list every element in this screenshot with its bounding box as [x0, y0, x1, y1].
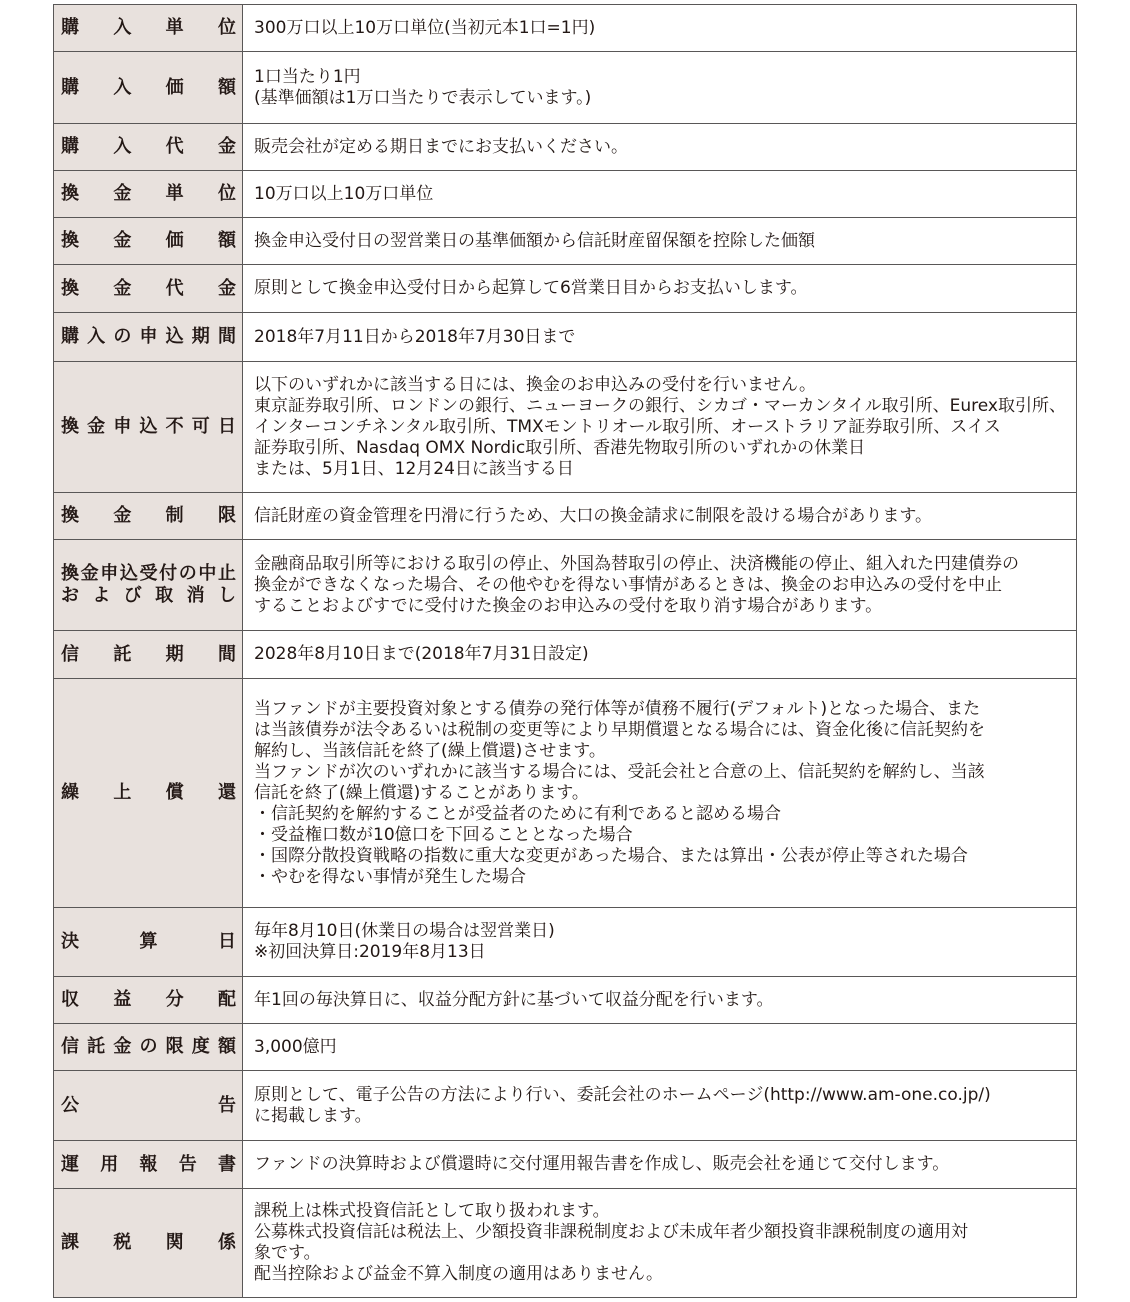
- label-char: 日: [217, 416, 236, 437]
- label-line: [61, 278, 236, 300]
- row-value: [243, 493, 1077, 540]
- table-row: [54, 5, 1077, 52]
- value-line: 換金ができなくなった場合、その他やむを得ない事情があるときは、換金のお申込みの受付を中止: [254, 574, 1002, 595]
- label-line: [61, 563, 236, 585]
- label-line: [61, 1232, 236, 1254]
- value-line: 10万口以上10万口単位: [254, 183, 434, 204]
- value-line: 販売会社が定める期日までにお支払いください。: [254, 136, 628, 157]
- row-value: [243, 679, 1077, 908]
- label-char: 金: [113, 230, 132, 251]
- label-char: 込: [165, 326, 184, 347]
- label-char: 決: [61, 931, 79, 952]
- label-char: の: [178, 563, 197, 584]
- label-char: 関: [165, 1232, 184, 1253]
- table-row: [54, 52, 1077, 124]
- label-char: 購: [61, 136, 79, 157]
- value-line: 毎年8月10日(休業日の場合は翌営業日): [254, 921, 555, 941]
- table-row: [54, 540, 1077, 631]
- label-char: 間: [217, 326, 236, 347]
- label-char: 告: [178, 1153, 197, 1175]
- table-row: [54, 679, 1077, 908]
- value-line: することおよびすでに受付けた換金のお申込みの受付を取り消す場合があります。: [254, 595, 883, 616]
- value-line: 2028年8月10日まで(2018年7月31日設定): [254, 644, 589, 664]
- label-char: の: [139, 1036, 158, 1057]
- table-row: [54, 218, 1077, 265]
- row-value: [243, 52, 1077, 124]
- row-label: [54, 313, 243, 362]
- label-char: 入: [113, 17, 132, 38]
- label-char: 期: [165, 643, 184, 665]
- value-line: に掲載します。: [254, 1105, 372, 1126]
- label-char: 額: [217, 1036, 236, 1057]
- row-value: [243, 1071, 1077, 1141]
- row-label: [54, 124, 243, 171]
- label-char: 額: [217, 76, 236, 98]
- label-char: び: [123, 585, 142, 606]
- value-line: ※初回決算日:2019年8月13日: [254, 942, 486, 962]
- value-line: 当ファンドが次のいずれかに該当する場合には、受託会社と合意の上、信託契約を解約し、当該: [254, 761, 985, 782]
- label-line: [61, 1154, 236, 1176]
- label-char: 可: [191, 416, 210, 437]
- label-char: 止: [218, 563, 236, 584]
- table-row: [54, 1024, 1077, 1071]
- table-row: [54, 313, 1077, 362]
- label-char: 限: [217, 505, 236, 526]
- label-char: 額: [217, 230, 236, 251]
- label-char: 繰: [61, 782, 79, 803]
- row-label: [54, 908, 243, 977]
- row-value: [243, 1024, 1077, 1071]
- value-line: 課税上は株式投資信託として取り扱われます。: [254, 1201, 610, 1221]
- row-label: [54, 493, 243, 540]
- table-row: [54, 631, 1077, 679]
- fund-info-table: [53, 4, 1077, 1298]
- label-char: 換: [61, 277, 79, 299]
- label-char: 税: [113, 1232, 132, 1253]
- row-label: [54, 52, 243, 124]
- label-char: の: [113, 326, 132, 347]
- fund-info-body: [54, 5, 1077, 1298]
- label-line: [61, 183, 236, 205]
- row-value: [243, 908, 1077, 977]
- label-char: 還: [217, 782, 236, 803]
- label-char: 入: [113, 136, 132, 157]
- row-value: [243, 124, 1077, 171]
- row-value: [243, 5, 1077, 52]
- label-char: 用: [100, 1153, 119, 1175]
- label-line: [61, 782, 236, 804]
- label-char: 受: [139, 563, 158, 584]
- table-row: [54, 977, 1077, 1024]
- label-char: 入: [113, 76, 132, 98]
- row-value: [243, 171, 1077, 218]
- table-row: [54, 362, 1077, 493]
- label-char: 金: [113, 183, 132, 204]
- label-char: 単: [165, 183, 184, 204]
- label-char: 申: [139, 326, 158, 347]
- value-line: インターコンチネンタル取引所、TMXモントリオール取引所、オーストラリア証券取引所、スイス: [254, 416, 1001, 437]
- row-label: [54, 1024, 243, 1071]
- label-char: 中: [198, 563, 217, 584]
- label-char: 購: [61, 76, 79, 98]
- label-char: 価: [165, 76, 184, 98]
- table-row: [54, 1189, 1077, 1298]
- table-row: [54, 493, 1077, 540]
- table-row: [54, 908, 1077, 977]
- label-char: 金: [80, 563, 99, 584]
- label-char: 配: [217, 989, 236, 1010]
- value-line: 原則として換金申込受付日から起算して6営業日目からお支払いします。: [254, 278, 808, 298]
- label-char: 間: [217, 643, 236, 665]
- label-line: [61, 644, 236, 666]
- row-label: [54, 540, 243, 631]
- label-char: 位: [217, 17, 236, 38]
- value-line: 信託財産の資金管理を円滑に行うため、大口の換金請求に制限を設ける場合があります。: [254, 505, 932, 526]
- label-char: 上: [113, 782, 132, 803]
- value-line: ・受益権口数が10億口を下回ることとなった場合: [254, 824, 633, 845]
- value-line: 解約し、当該信託を終了(繰上償還)させます。: [254, 740, 606, 761]
- row-label: [54, 218, 243, 265]
- value-line: 原則として、電子公告の方法により行い、委託会社のホームページ(http://www.am-one.co.jp/): [254, 1084, 991, 1105]
- label-char: 算: [139, 931, 158, 952]
- value-line: ファンドの決算時および償還時に交付運用報告書を作成し、販売会社を通じて交付します。: [254, 1154, 950, 1174]
- row-label: [54, 631, 243, 679]
- label-char: 金: [87, 416, 106, 437]
- label-line: [61, 326, 236, 348]
- label-char: 託: [87, 1036, 106, 1057]
- label-char: 金: [113, 277, 132, 299]
- table-row: [54, 171, 1077, 218]
- row-label: [54, 5, 243, 52]
- label-char: し: [217, 585, 236, 606]
- label-line: [61, 585, 236, 607]
- label-line: [61, 416, 236, 438]
- row-label: [54, 977, 243, 1024]
- label-char: 申: [113, 416, 132, 437]
- value-line: または、5月1日、12月24日に該当する日: [254, 458, 574, 479]
- value-line: 金融商品取引所等における取引の停止、外国為替取引の停止、決済機能の停止、組入れた円建債券の: [254, 553, 1019, 574]
- label-char: 付: [159, 563, 178, 584]
- value-line: ・やむを得ない事情が発生した場合: [254, 866, 526, 887]
- row-value: [243, 540, 1077, 631]
- row-value: [243, 1189, 1077, 1298]
- label-line: [61, 931, 236, 953]
- label-char: 金: [217, 136, 236, 157]
- label-char: 込: [139, 416, 158, 437]
- label-char: 収: [61, 989, 79, 1010]
- value-line: 1口当たり1円: [254, 66, 361, 87]
- row-value: [243, 313, 1077, 362]
- label-char: 託: [113, 643, 132, 665]
- row-label: [54, 1189, 243, 1298]
- label-line: [61, 505, 236, 527]
- label-char: 換: [61, 563, 79, 584]
- label-char: 益: [113, 989, 132, 1010]
- label-char: 公: [61, 1094, 79, 1116]
- label-char: 金: [113, 1036, 132, 1057]
- row-value: [243, 362, 1077, 493]
- label-char: 代: [165, 277, 184, 299]
- row-label: [54, 362, 243, 493]
- value-line: 2018年7月11日から2018年7月30日まで: [254, 326, 576, 347]
- label-char: 金: [113, 505, 132, 526]
- label-char: 位: [217, 183, 236, 204]
- label-char: 償: [165, 782, 184, 803]
- label-char: 報: [139, 1153, 158, 1175]
- value-line: 年1回の毎決算日に、収益分配方針に基づいて収益分配を行います。: [254, 989, 774, 1010]
- label-char: 換: [61, 230, 79, 251]
- label-char: 消: [186, 585, 205, 606]
- value-line: 300万口以上10万口単位(当初元本1口=1円): [254, 17, 596, 38]
- table-row: [54, 1071, 1077, 1141]
- table-row: [54, 124, 1077, 171]
- value-line: 当ファンドが主要投資対象とする債券の発行体等が債務不履行(デフォルト)となった場合、また: [254, 698, 981, 719]
- row-label: [54, 679, 243, 908]
- label-char: 期: [191, 326, 210, 347]
- label-line: [61, 77, 236, 99]
- label-char: 日: [218, 931, 236, 952]
- table-row: [54, 1141, 1077, 1189]
- label-char: 告: [218, 1094, 236, 1116]
- value-line: 象です。: [254, 1243, 321, 1263]
- row-value: [243, 265, 1077, 313]
- label-char: 運: [61, 1153, 79, 1175]
- value-line: 3,000億円: [254, 1036, 337, 1057]
- label-char: 込: [119, 563, 138, 584]
- label-char: 制: [165, 505, 184, 526]
- label-line: [61, 1036, 236, 1058]
- label-line: [61, 17, 236, 39]
- label-char: 換: [61, 416, 79, 437]
- row-label: [54, 171, 243, 218]
- label-char: 課: [61, 1232, 79, 1253]
- label-char: 金: [217, 277, 236, 299]
- label-line: [61, 230, 236, 252]
- label-char: 購: [61, 326, 79, 347]
- value-line: (基準価額は1万口当たりで表示しています。): [254, 87, 592, 108]
- row-label: [54, 1071, 243, 1141]
- row-label: [54, 265, 243, 313]
- label-char: 書: [218, 1153, 236, 1175]
- label-char: 価: [165, 230, 184, 251]
- label-char: 単: [165, 17, 184, 38]
- value-line: 証券取引所、Nasdaq OMX Nordic取引所、香港先物取引所のいずれかの休業日: [254, 437, 866, 458]
- label-line: [61, 1095, 236, 1117]
- row-label: [54, 1141, 243, 1189]
- label-char: 分: [165, 989, 184, 1010]
- label-char: 申: [100, 563, 119, 584]
- value-line: 換金申込受付日の翌営業日の基準価額から信託財産留保額を控除した価額: [254, 230, 815, 251]
- row-value: [243, 977, 1077, 1024]
- value-line: ・国際分散投資戦略の指数に重大な変更があった場合、または算出・公表が停止等された場合: [254, 845, 968, 866]
- table-row: [54, 265, 1077, 313]
- row-value: [243, 218, 1077, 265]
- value-line: 信託を終了(繰上償還)することがあります。: [254, 782, 589, 803]
- value-line: 東京証券取引所、ロンドンの銀行、ニューヨークの銀行、シカゴ・マーカンタイル取引所、Eurex取引所、: [254, 395, 1066, 416]
- value-line: ・信託契約を解約することが受益者のために有利であると認める場合: [254, 803, 781, 824]
- label-char: よ: [92, 585, 111, 606]
- label-char: 代: [165, 136, 184, 157]
- row-value: [243, 1141, 1077, 1189]
- label-line: [61, 136, 236, 158]
- label-char: 度: [191, 1036, 210, 1057]
- label-char: 係: [217, 1232, 236, 1253]
- value-line: は当該債券が法令あるいは税制の変更等により早期償還となる場合には、資金化後に信託契約を: [254, 719, 985, 740]
- value-line: 配当控除および益金不算入制度の適用はありません。: [254, 1264, 664, 1284]
- label-char: 限: [165, 1036, 184, 1057]
- label-char: 入: [87, 326, 106, 347]
- label-char: 不: [165, 416, 184, 437]
- label-char: 購: [61, 17, 79, 38]
- label-char: お: [61, 585, 79, 606]
- label-char: 取: [155, 585, 174, 606]
- row-value: [243, 631, 1077, 679]
- label-line: [61, 989, 236, 1011]
- label-char: 換: [61, 183, 79, 204]
- label-char: 信: [61, 643, 79, 665]
- value-line: 以下のいずれかに該当する日には、換金のお申込みの受付を行いません。: [254, 374, 817, 395]
- label-char: 換: [61, 505, 79, 526]
- value-line: 公募株式投資信託は税法上、少額投資非課税制度および未成年者少額投資非課税制度の適用対: [254, 1222, 968, 1242]
- label-char: 信: [61, 1036, 79, 1057]
